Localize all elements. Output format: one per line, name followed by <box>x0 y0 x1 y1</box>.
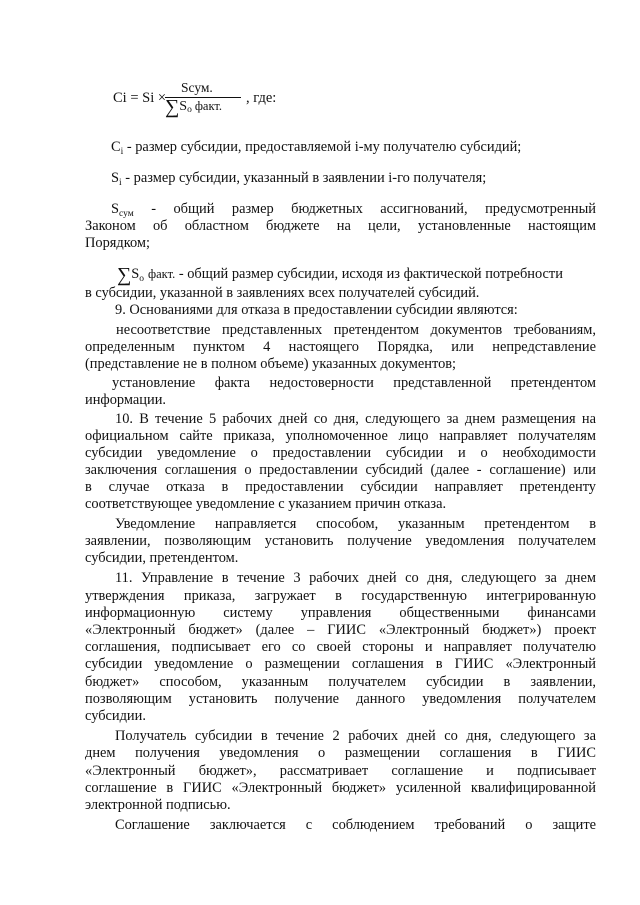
paragraph-9-item-1-line-2: определенным пунктом 4 настоящего Порядка, или непредставление <box>85 339 596 355</box>
paragraph-11-line-6: субсидии уведомление о размещении соглашения в ГИИС «Электронный <box>85 656 596 672</box>
paragraph-10-line-5: в случае отказа в предоставлении субсидии направляет претенденту <box>85 479 596 495</box>
paragraph-10-line-3: субсидии уведомление о предоставлении субсидии и о необходимости <box>85 445 596 461</box>
definition-sigma-line-1: $\sum S_о$ факт. - общий размер субсидии, исходя из фактической потребности <box>117 264 563 286</box>
paragraph-9-heading: 9. Основаниями для отказа в предоставлении субсидии являются: <box>115 302 518 318</box>
paragraph-9-item-2-line-2: информации. <box>85 392 166 408</box>
paragraph-9-item-2-line-1: установление факта недостоверности представленной претендентом <box>112 375 596 391</box>
paragraph-11-line-3: информационную систему управления общественными финансами <box>85 605 596 621</box>
paragraph-11-line-4: «Электронный бюджет» (далее – ГИИС «Электронный бюджет») проект <box>85 622 596 638</box>
definition-ssum-line-1: $S_{сум}$ - общий размер бюджетных ассигнований, предусмотренный <box>111 201 596 219</box>
notice-paragraph-line-2: заявлении, позволяющим установить получение уведомления получателем <box>85 533 596 549</box>
recipient-paragraph-line-2: днем получения уведомления о размещении соглашения в ГИИС <box>85 745 596 761</box>
paragraph-10-line-6: соответствующее уведомление с указанием причин отказа. <box>85 496 447 512</box>
definition-ssum-line-3: Порядком; <box>85 235 151 251</box>
notice-paragraph-line-1: Уведомление направляется способом, указанным претендентом в <box>115 516 596 532</box>
paragraph-10-line-4: заключения соглашения о предоставлении субсидий (далее - соглашение) или <box>85 462 596 478</box>
formula-numerator: Sсум. <box>181 80 213 95</box>
recipient-paragraph-line-5: электронной подписью. <box>85 797 231 813</box>
sigma-symbol: ∑ <box>117 264 132 286</box>
recipient-paragraph-line-1: Получатель субсидии в течение 2 рабочих дней со дня, следующего за <box>115 728 596 744</box>
paragraph-11-line-1: 11. Управление в течение 3 рабочих дней со дня, следующего за днем <box>115 570 596 586</box>
paragraph-11-line-5: соглашения, подписывает его со своей стороны и направляет получателю <box>85 639 596 655</box>
sigma-symbol: ∑ <box>165 96 180 118</box>
definition-si: $S_i$ - размер субсидии, указанный в заявлении i-го получателя; <box>111 170 487 188</box>
paragraph-11-line-2: утверждения приказа, загружает в государственную интегрированную <box>85 588 596 604</box>
paragraph-11-line-8: позволяющим установить получение данного уведомления получателем <box>85 691 596 707</box>
definition-ci: $C_i$ - размер субсидии, предоставляемой i-му получателю субсидий; <box>111 139 522 157</box>
recipient-paragraph-line-4: соглашение в ГИИС «Электронный бюджет» усиленной квалифицированной <box>85 780 596 796</box>
paragraph-11-line-9: субсидии. <box>85 708 146 724</box>
agreement-paragraph-line-1: Соглашение заключается с соблюдением требований о защите <box>115 817 596 833</box>
formula-fraction <box>165 80 241 118</box>
definition-sigma-line-2: в субсидии, указанной в заявлениях всех получателей субсидий. <box>85 285 480 301</box>
formula-lhs: Ci = Si × <box>113 90 167 106</box>
formula-tail: , где: <box>246 90 277 106</box>
paragraph-11-line-7: бюджет» способом, указанным получателем субсидии в заявлении, <box>85 674 596 690</box>
recipient-paragraph-line-3: «Электронный бюджет», рассматривает соглашение и подписывает <box>85 763 596 779</box>
notice-paragraph-line-3: субсидии, претендентом. <box>85 550 239 566</box>
paragraph-9-item-1-line-1: несоответствие представленных претендентом документов требованиям, <box>116 322 596 338</box>
definition-ssum-line-2: Законом об областном бюджете на цели, установленные настоящим <box>85 218 596 234</box>
paragraph-10-line-2: официальном сайте приказа, уполномоченное лицо направляет получателям <box>85 428 596 444</box>
paragraph-9-item-1-line-3: (представление не в полном объеме) указанных документов; <box>85 356 457 372</box>
formula-denominator: ∑Sо факт. <box>165 96 223 118</box>
paragraph-10-line-1: 10. В течение 5 рабочих дней со дня, следующего за днем размещения на <box>115 411 596 427</box>
